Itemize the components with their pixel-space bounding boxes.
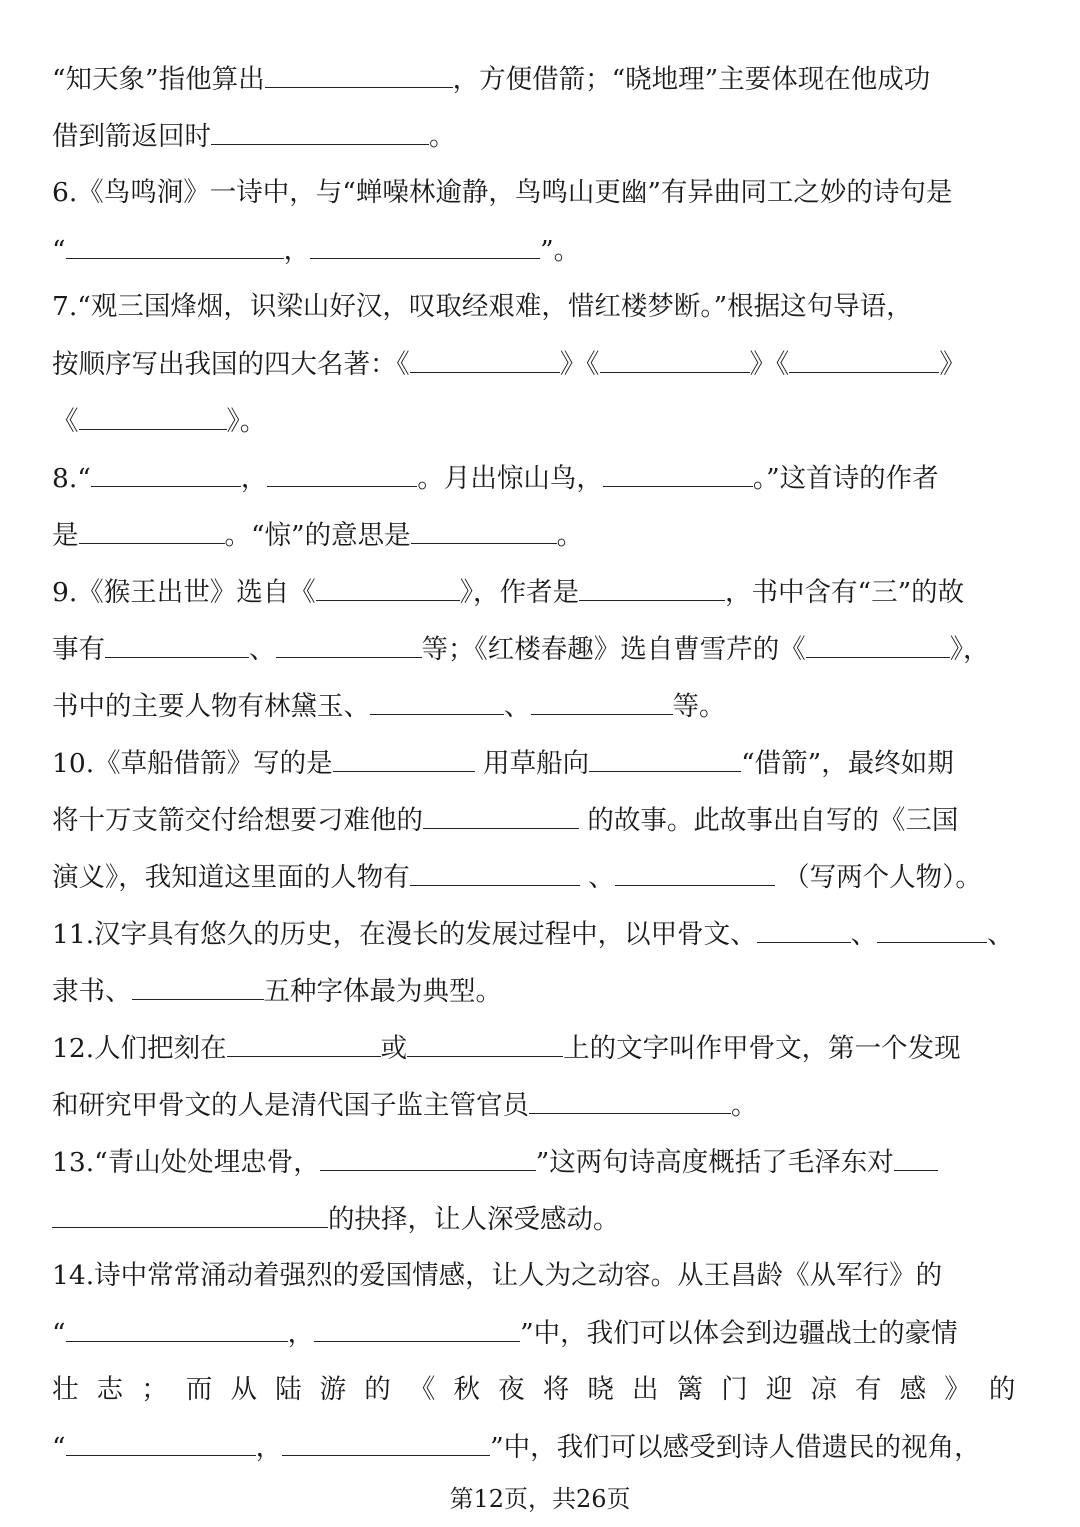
text: 、: [579, 862, 615, 893]
text: 等；《红楼春趣》选自曹雪芹的《: [421, 634, 806, 665]
text-line: [52, 1197, 1030, 1241]
text: 。“惊”的意思是: [224, 520, 411, 551]
text-line: [52, 855, 1030, 899]
text: 、: [504, 691, 531, 722]
text: ，: [283, 235, 311, 266]
text: 、: [850, 919, 878, 950]
text: 13.“青山处处埋忠骨，: [52, 1147, 320, 1178]
answer-blank[interactable]: [603, 456, 753, 487]
text: 、: [249, 634, 276, 665]
answer-blank[interactable]: [877, 912, 987, 943]
text: 将十万支箭交付给想要刁难他的: [52, 805, 423, 836]
text-line: [52, 969, 1030, 1013]
text-line: [52, 1083, 1030, 1127]
answer-blank[interactable]: [282, 1425, 490, 1456]
question-14: [52, 1254, 1030, 1298]
text: 上的文字叫作甲骨文，第一个发现: [563, 1033, 961, 1064]
text: 的故事。此故事出自写的《三国: [579, 805, 959, 836]
answer-blank[interactable]: [410, 342, 560, 373]
answer-blank[interactable]: [600, 342, 750, 373]
text: 12.人们把刻在: [52, 1033, 227, 1064]
answer-blank[interactable]: [320, 1140, 536, 1171]
text: 》。: [226, 406, 267, 437]
answer-blank[interactable]: [316, 570, 460, 601]
text-line: [52, 342, 1030, 386]
answer-blank[interactable]: [211, 114, 429, 145]
answer-blank[interactable]: [79, 513, 225, 544]
text: 隶书、: [52, 976, 132, 1007]
text: ”。: [540, 235, 581, 266]
text-line: [52, 114, 1030, 158]
answer-blank[interactable]: [52, 1197, 328, 1228]
answer-blank[interactable]: [410, 855, 580, 886]
answer-blank[interactable]: [806, 627, 950, 658]
text-line: [52, 1311, 1030, 1355]
text: （写两个人物）。: [774, 862, 982, 893]
text: ，: [287, 1318, 315, 1349]
text: 6.《鸟鸣涧》一诗中，与“蝉噪林逾静，鸟鸣山更幽”有异曲同工之妙的诗句是: [52, 177, 953, 208]
text: 》，: [949, 634, 990, 665]
answer-blank[interactable]: [529, 1083, 731, 1114]
text: 。: [731, 1090, 758, 1121]
answer-blank[interactable]: [310, 228, 540, 259]
text: 和研究甲骨文的人是清代国子监主管官员: [52, 1090, 529, 1121]
text: 书中的主要人物有林黛玉、: [52, 691, 370, 722]
answer-blank[interactable]: [589, 741, 741, 772]
answer-blank[interactable]: [579, 570, 725, 601]
text: 8.“: [52, 463, 91, 494]
text: ，: [240, 463, 268, 494]
text: 等。: [672, 691, 726, 722]
answer-blank[interactable]: [79, 399, 227, 430]
text: 》《: [749, 349, 790, 380]
text: ，方便借箭；“晓地理”主要体现在他成功: [452, 64, 931, 95]
text: ”中，我们可以感受到诗人借遗民的视角，: [490, 1432, 981, 1463]
question-7: [52, 285, 1030, 329]
text: 事有: [52, 634, 105, 665]
page-number: 第12页，共26页: [449, 1485, 631, 1513]
question-6: [52, 171, 1030, 215]
answer-blank[interactable]: [105, 627, 249, 658]
text: 五种字体最为典型。: [263, 976, 502, 1007]
text: 《: [52, 406, 79, 437]
text: 、: [987, 919, 1014, 950]
text: 的抉择，让人深受感动。: [328, 1204, 620, 1235]
text: 11.汉字具有悠久的历史，在漫长的发展过程中，以甲骨文、: [52, 919, 757, 950]
answer-blank[interactable]: [615, 855, 775, 886]
text: “借箭”，最终如期: [741, 748, 954, 779]
answer-blank[interactable]: [531, 684, 673, 715]
answer-blank[interactable]: [411, 513, 557, 544]
text: ，: [255, 1432, 283, 1463]
text-line: [52, 684, 1030, 728]
text: 10.《草船借箭》写的是: [52, 748, 333, 779]
answer-blank[interactable]: [314, 1311, 520, 1342]
text: ”这两句诗高度概括了毛泽东对: [535, 1147, 894, 1178]
text-line: [52, 1425, 1030, 1469]
text: 。: [429, 121, 456, 152]
answer-blank[interactable]: [894, 1140, 938, 1171]
answer-blank[interactable]: [267, 456, 417, 487]
text-line: [52, 399, 1030, 443]
answer-blank[interactable]: [66, 1311, 288, 1342]
text: ，书中含有“三”的故: [725, 577, 965, 608]
text: “: [52, 235, 66, 266]
answer-blank[interactable]: [407, 1026, 563, 1057]
text: 》: [939, 349, 966, 380]
answer-blank[interactable]: [132, 969, 264, 1000]
answer-blank[interactable]: [227, 1026, 381, 1057]
text: “: [52, 1432, 66, 1463]
question-13: [52, 1140, 1030, 1184]
answer-blank[interactable]: [66, 1425, 256, 1456]
answer-blank[interactable]: [265, 57, 453, 88]
answer-blank[interactable]: [333, 741, 475, 772]
text: 9.《猴王出世》选自《: [52, 577, 316, 608]
question-11: [52, 912, 1030, 956]
answer-blank[interactable]: [66, 228, 284, 259]
text-line: [52, 798, 1030, 842]
text: 用草船向: [474, 748, 590, 779]
text: 是: [52, 520, 79, 551]
text: 14.诗中常常涌动着强烈的爱国情感，让人为之动容。从王昌龄《从军行》的: [52, 1260, 943, 1291]
text-line: [52, 627, 1030, 671]
question-8: [52, 456, 1030, 500]
text: 》《: [559, 349, 600, 380]
text: “: [52, 1318, 66, 1349]
answer-blank[interactable]: [789, 342, 939, 373]
text-line: [52, 1368, 1030, 1412]
text: 或: [380, 1033, 408, 1064]
answer-blank[interactable]: [91, 456, 241, 487]
text: 。”这首诗的作者: [752, 463, 939, 494]
text: 演义》，我知道这里面的人物有: [52, 862, 410, 893]
text-line: [52, 228, 1030, 272]
text: 壮志；而从陆游的《秋夜将晓出篱门迎凉有感》的: [52, 1374, 1030, 1405]
question-12: [52, 1026, 1030, 1070]
text: “知天象”指他算出: [52, 64, 265, 95]
text: 。: [556, 520, 584, 551]
answer-blank[interactable]: [276, 627, 422, 658]
text: 按顺序写出我国的四大名著：《: [52, 349, 410, 380]
text: 7.“观三国烽烟，识梁山好汉，叹取经艰难，惜红楼梦断。”根据这句导语，: [52, 291, 913, 322]
text-line: [52, 57, 1030, 101]
text: ”中，我们可以体会到边疆战士的豪情: [520, 1318, 958, 1349]
answer-blank[interactable]: [757, 912, 851, 943]
answer-blank[interactable]: [423, 798, 579, 829]
text: 》，作者是: [459, 577, 580, 608]
text: 。月出惊山鸟，: [417, 463, 603, 494]
answer-blank[interactable]: [370, 684, 504, 715]
text: 借到箭返回时: [52, 121, 211, 152]
question-10: [52, 741, 1030, 785]
question-9: [52, 570, 1030, 614]
text-line: [52, 513, 1030, 557]
